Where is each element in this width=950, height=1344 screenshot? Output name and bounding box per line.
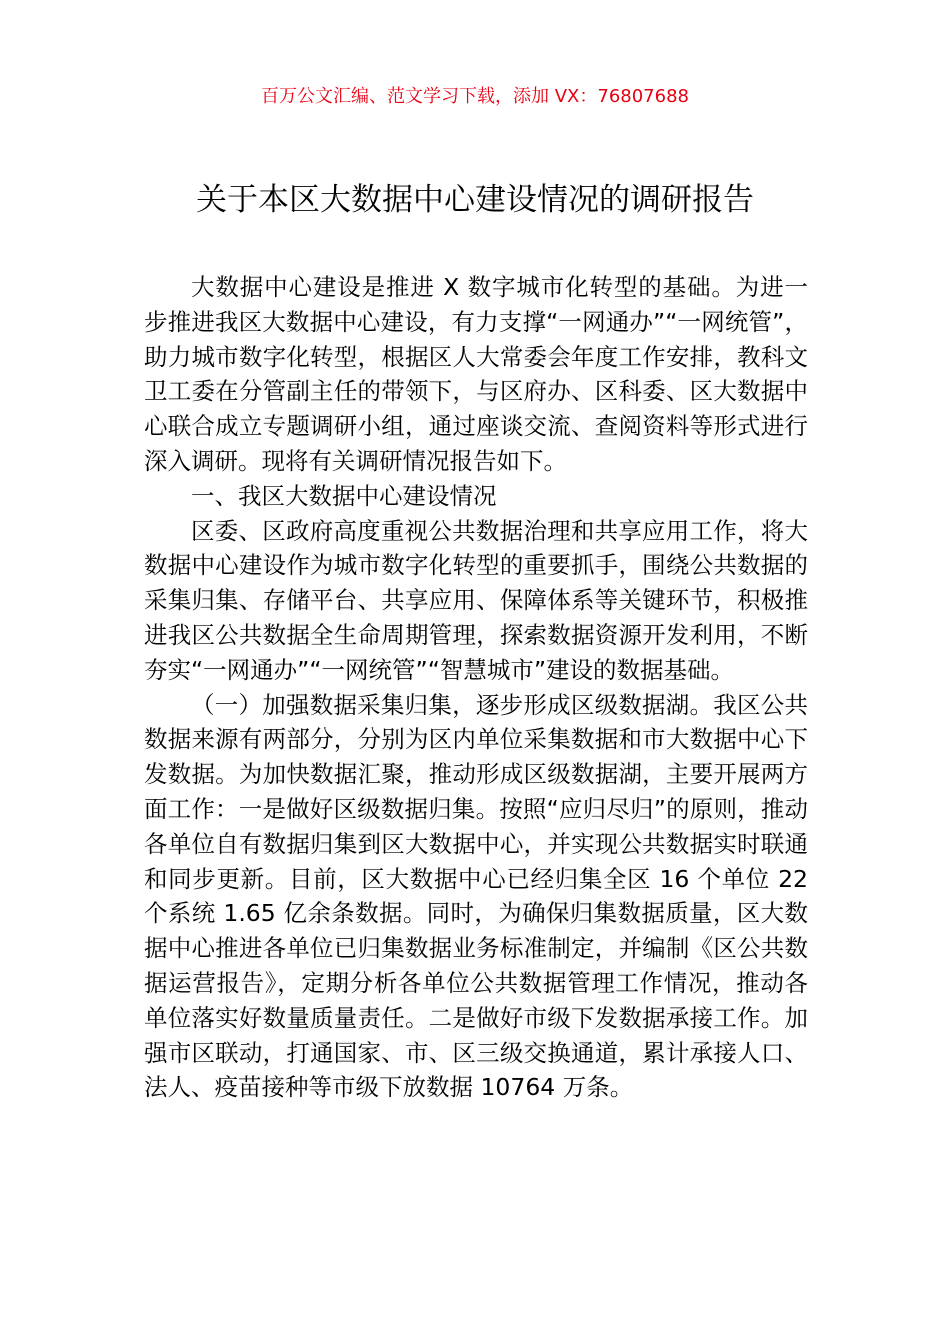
paragraph-overview: 区委、区政府高度重视公共数据治理和共享应用工作，将大数据中心建设作为城市数字化转型的重要抓手，围绕公共数据的采集归集、存储平台、共享应用、保障体系等关键环节，积极推进我区公共数据全生命周期管理，探索数据资源开发利用，不断夯实“一网通办”“一网统管”“智慧城市”建设的数据基础。 [144,516,808,684]
paragraph-intro: 大数据中心建设是推进 X 数字城市化转型的基础。为进一步推进我区大数据中心建设，有力支撑“一网通办”“一网统管”，助力城市数字化转型，根据区人大常委会年度工作安排，教科文卫工委在分管副主任的带领下，与区府办、区科委、区大数据中心联合成立专题调研小组，通过座谈交流、查阅资料等形式进行深入调研。现将有关调研情况报告如下。 [144,273,808,475]
paragraph-subsection-1: （一）加强数据采集归集，逐步形成区级数据湖。我区公共数据来源有两部分，分别为区内单位采集数据和市大数据中心下发数据。为加快数据汇聚，推动形成区级数据湖，主要开展两方面工作：一是做好区级数据归集。按照“应归尽归”的原则，推动各单位自有数据归集到区大数据中心，并实现公共数据实时联通和同步更新。目前，区大数据中心已经归集全区 16 个单位 22 个系统 1.65 亿余条数据。同时，为确保归集数据质量，区大数据中心推进各单位已归集数据业务标准制定，并编制《区公共数据运营报告》，定期分析各单位公共数据管理工作情况，推动各单位落实好数量质量责任。二是做好市级下发数据承接工作。加强市区联动，打通国家、市、区三级交换通道，累计承接人口、法人、疫苗接种等市级下放数据 10764 万条。 [144,690,808,1102]
section-heading-1: 一、我区大数据中心建设情况 [191,481,497,510]
document-title: 关于本区大数据中心建设情况的调研报告 [196,182,754,218]
document-body [144,270,808,1105]
watermark-header: 百万公文汇编、范文学习下载，添加 VX：76807688 [261,86,689,107]
